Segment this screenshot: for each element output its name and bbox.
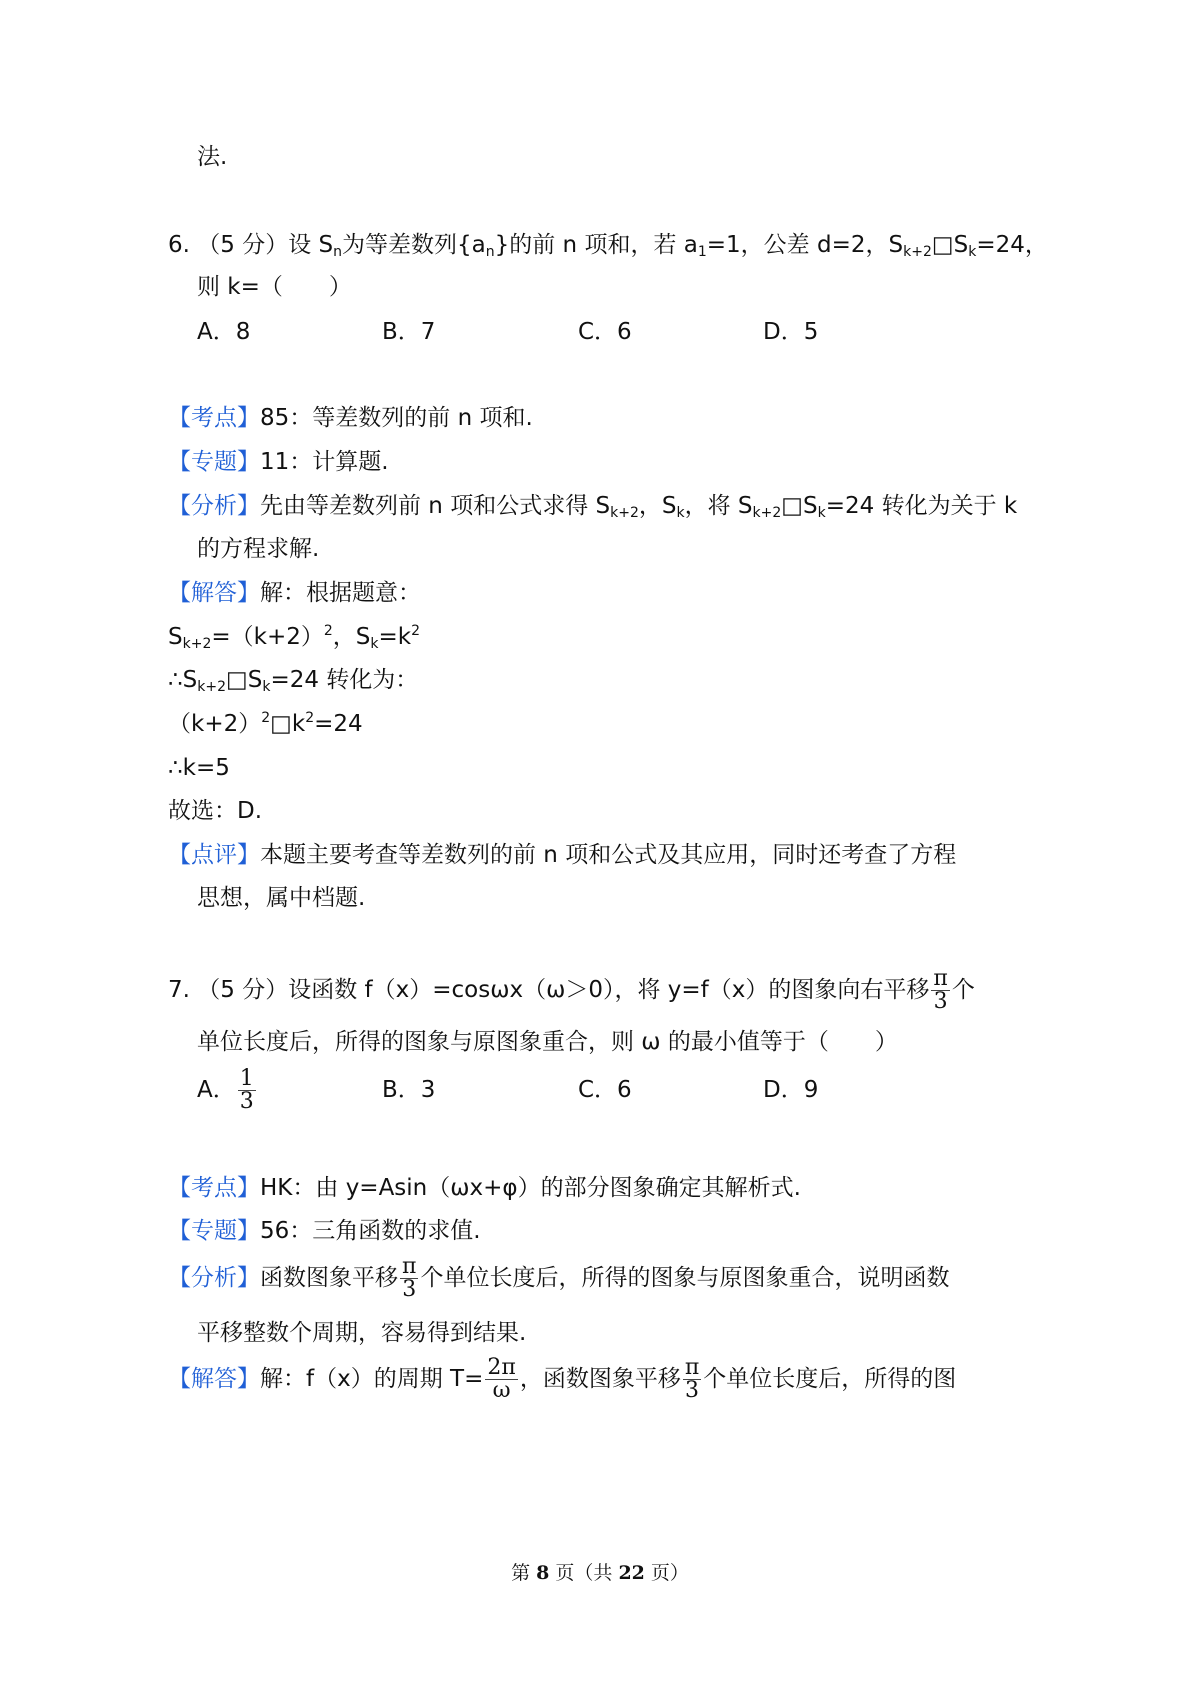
option-d: D．5 [763,319,819,345]
option-c: C．6 [578,1077,632,1103]
kaodian-tag: 【考点】 [168,405,260,431]
kaodian-line: 【考点】85：等差数列的前 n 项和. [168,405,533,431]
question-7-stem: 7. （5 分）设函数 f（x）=cosωx（ω＞0），将 y=f（x）的图象向右平移 $\frac{\pi}{3}$ 个 [168,966,975,1014]
answer-choice: 故选：D. [168,798,263,824]
pi-over-3-fraction: $\frac{\pi}{3}$ [402,1254,417,1302]
option-b: B．3 [382,1077,436,1103]
total-pages: 22 [618,1562,645,1584]
fenxi-tag: 【分析】 [168,1265,260,1291]
zhuanti-tag: 【专题】 [168,1218,260,1244]
page-footer: 第 8 页（共 22 页） [511,1562,689,1584]
equation-3: $(k+2)^2□k^2=24$ [168,710,363,737]
zhuanti-line: 【专题】56：三角函数的求值. [168,1218,481,1244]
period-fraction: $\frac{2\pi}{\omega}$ [487,1355,516,1403]
option-d: D．9 [763,1077,819,1103]
fenxi-line: 【分析】先由等差数列前 n 项和公式求得 $S_{k+2}$，$S_k$，将 $S_{k+2}□S_k=24$ 转化为关于 k [168,493,1018,521]
zhuanti-tag: 【专题】 [168,449,260,475]
question-6-stem-line2: 则 k=（ ） [197,274,352,300]
dianping-line2: 思想，属中档题. [197,885,366,911]
pi-over-3-fraction: $\frac{\pi}{3}$ [684,1355,700,1403]
equation-2: $\therefore S_{k+2}□S_k=24$ 转化为： [168,667,419,695]
kaodian-line: 【考点】HK：由 y=Asin（ωx+φ）的部分图象确定其解析式. [168,1175,801,1201]
question-7-stem-line2: 单位长度后，所得的图象与原图象重合，则 ω 的最小值等于（ ） [197,1029,898,1055]
jieda-tag: 【解答】 [168,580,260,606]
option-a: A．8 [197,319,251,345]
fenxi-tag: 【分析】 [168,493,260,519]
option-b: B．7 [382,319,436,345]
option-c: C．6 [578,319,632,345]
equation-4: ∴k=5 [168,755,230,781]
pi-over-3-fraction: $\frac{\pi}{3}$ [933,966,948,1014]
page-number: 8 [536,1562,550,1584]
dianping-tag: 【点评】 [168,842,260,868]
continued-text: 法. [197,144,228,170]
jieda-line: 【解答】解：f（x）的周期 T= $\frac{2\pi}{\omega}$ ，函数图象平移 $\frac{\pi}{3}$ 个单位长度后，所得的图 [168,1355,957,1403]
dianping-line: 【点评】本题主要考查等差数列的前 n 项和公式及其应用，同时还考查了方程 [168,842,957,868]
fenxi-line2: 平移整数个周期，容易得到结果. [197,1320,527,1346]
equation-1: $S_{k+2}=(k+2)^2$，$S_k=k^2$ [168,623,421,652]
kaodian-tag: 【考点】 [168,1175,260,1201]
jieda-line: 【解答】解：根据题意： [168,580,421,606]
one-third-fraction: $\frac{1}{3}$ [239,1066,254,1114]
option-a: A． $\frac{1}{3}$ [197,1066,254,1114]
zhuanti-line: 【专题】11：计算题. [168,449,389,475]
fenxi-line2: 的方程求解. [197,536,320,562]
jieda-tag: 【解答】 [168,1366,260,1392]
fenxi-line: 【分析】函数图象平移 $\frac{\pi}{3}$ 个单位长度后，所得的图象与原图象重合，说明函数 [168,1254,950,1302]
question-6-stem: 6. （5 分）设 $S_n$为等差数列$\{a_n\}$的前 n 项和，若 $a_1=1$，公差 d=2，$S_{k+2}□S_k=24$， [168,232,1048,260]
